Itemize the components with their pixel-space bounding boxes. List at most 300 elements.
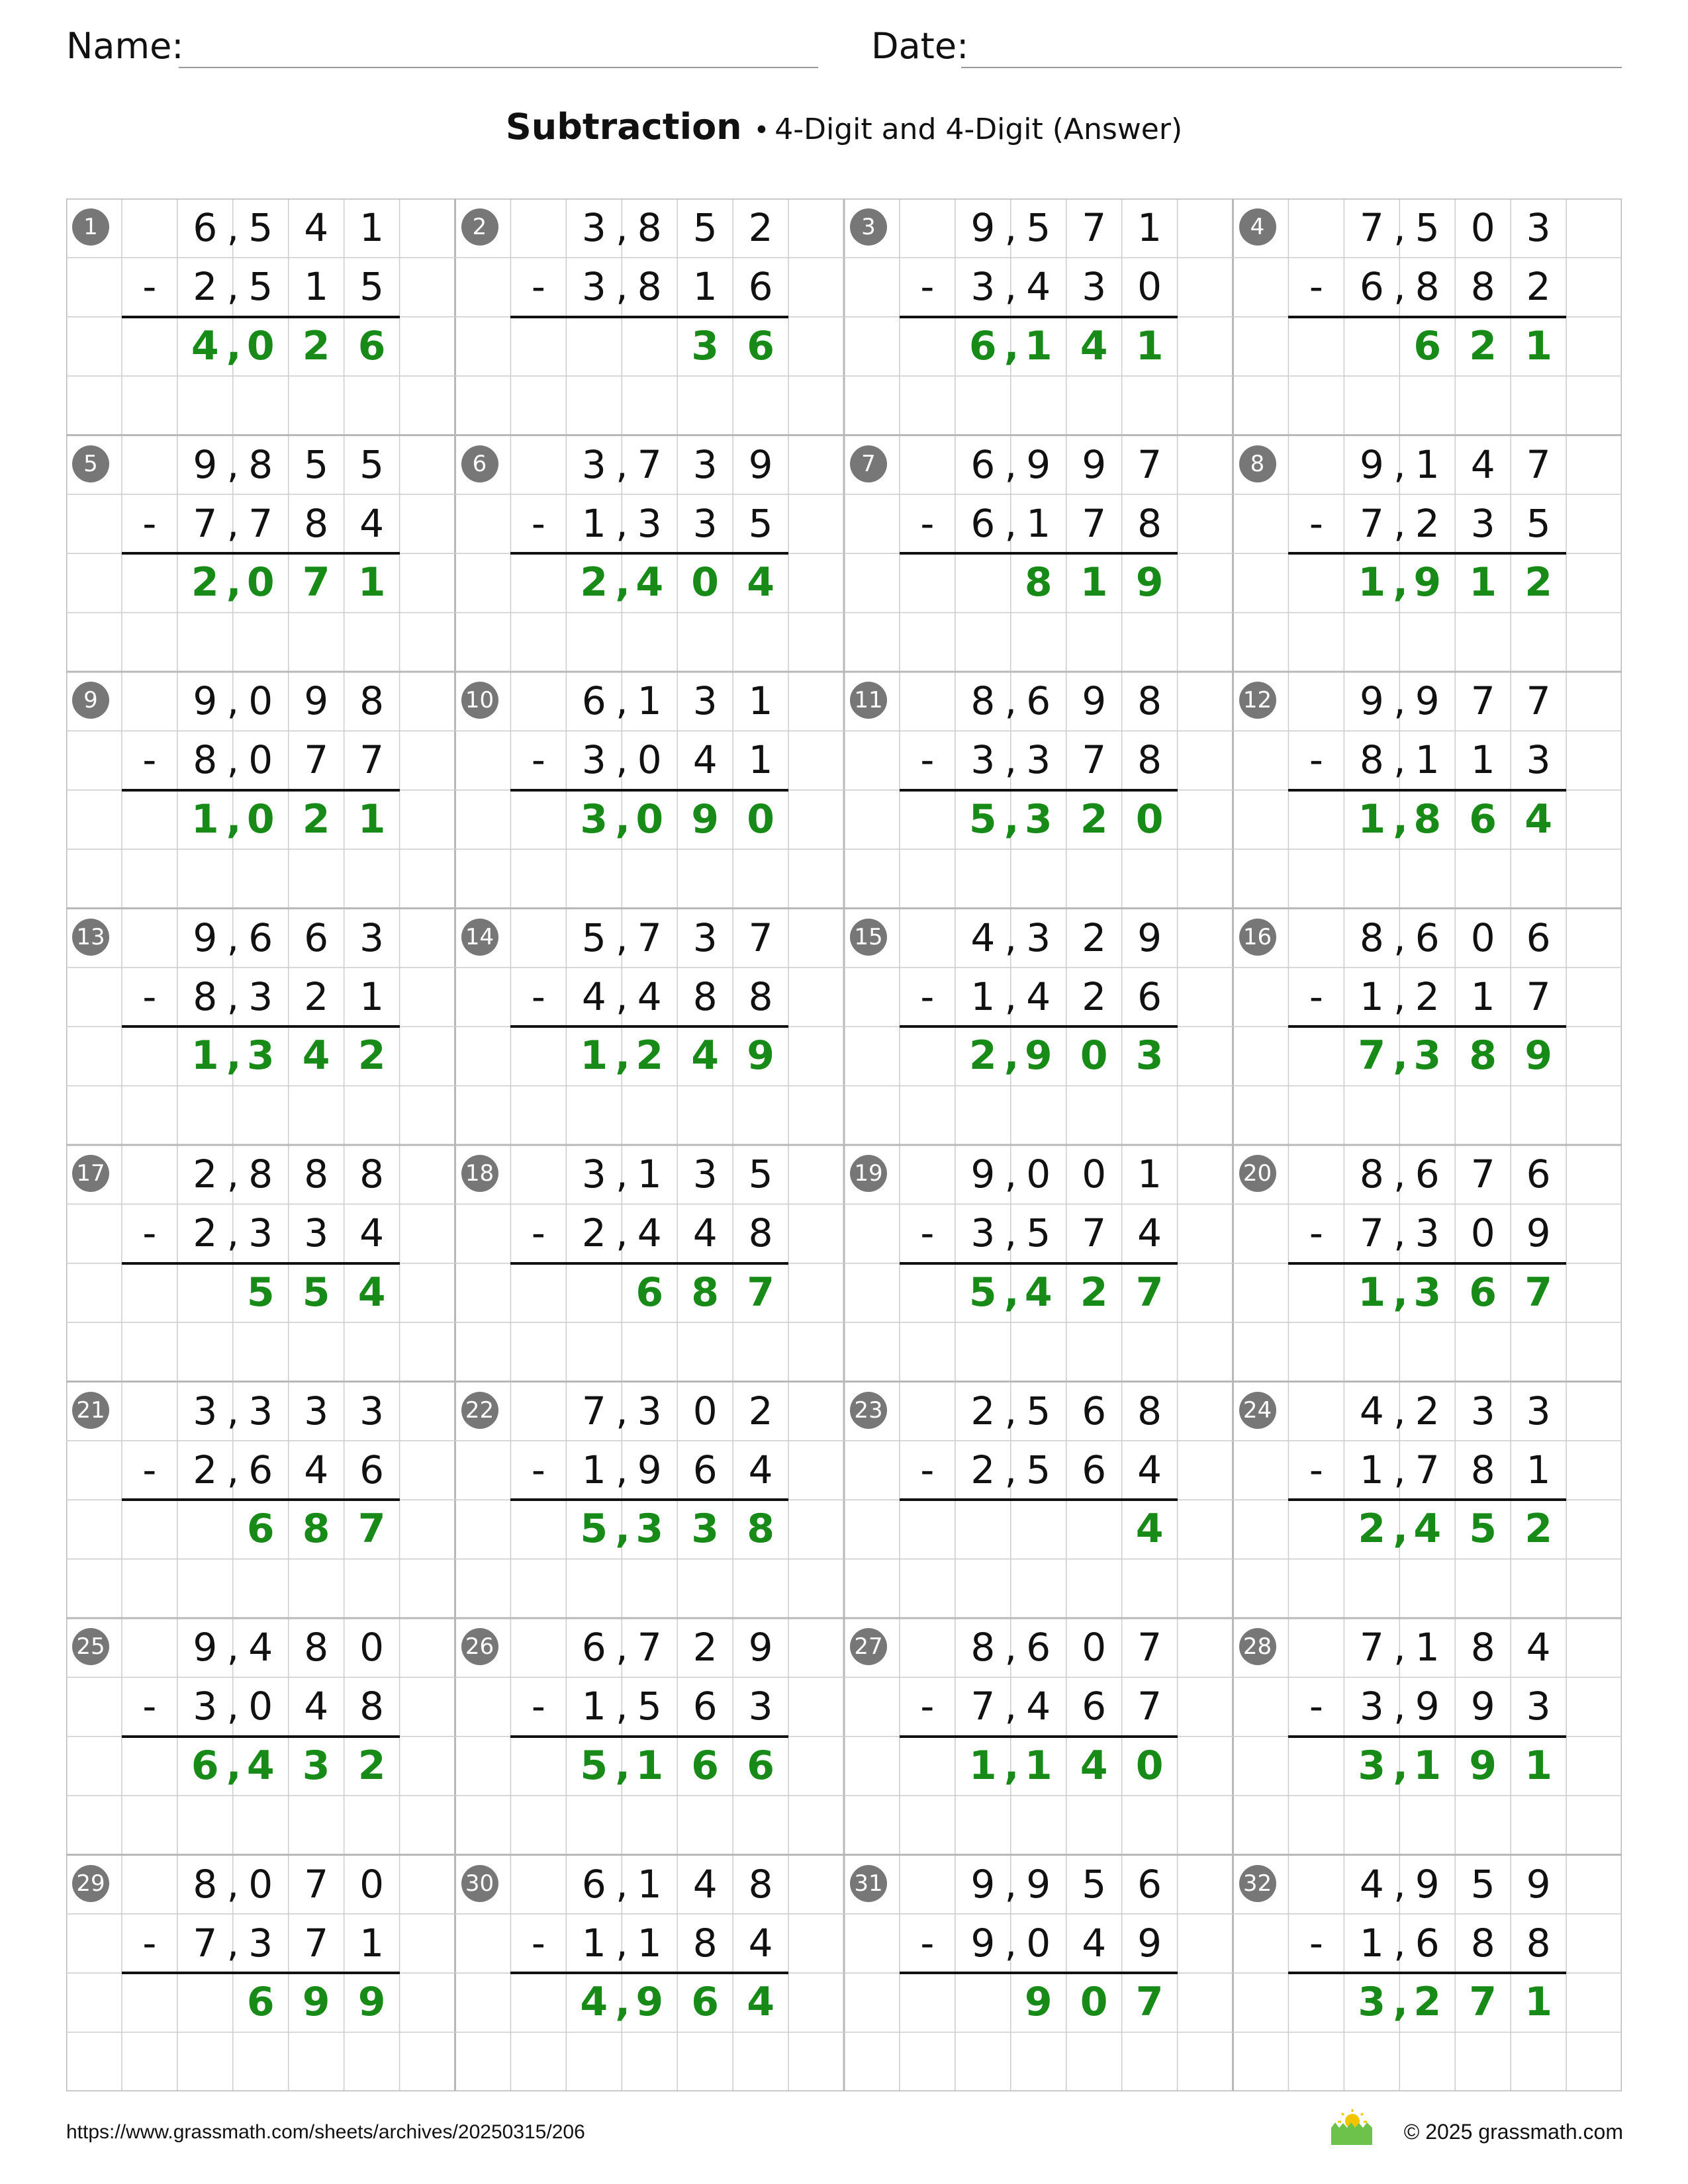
answer-digit: 9: [1024, 1032, 1053, 1079]
answer-digit: 9: [1524, 1032, 1552, 1079]
answer-digit: 4: [635, 559, 664, 606]
problem-number-badge: 10: [461, 682, 498, 719]
minuend-row: [66, 1855, 455, 1914]
subtrahend-comma: ,: [1004, 1210, 1017, 1256]
answer-row: [455, 1737, 845, 1796]
subtrahend-digit: 7: [1137, 1684, 1162, 1729]
date-line[interactable]: [961, 67, 1622, 68]
problem-number-badge: 31: [850, 1865, 887, 1902]
subtrahend-digit: 1: [1359, 1920, 1384, 1966]
minuend-comma: ,: [616, 915, 628, 960]
subtrahend-comma: ,: [616, 1447, 628, 1492]
answer-digit: 0: [246, 322, 275, 369]
minuend-digit: 8: [637, 205, 662, 250]
subtrahend-digit: 8: [1137, 737, 1162, 783]
subtrahend-digit: 3: [1526, 737, 1551, 783]
problem-number-badge: 23: [850, 1392, 887, 1429]
minuend-row: [455, 1618, 845, 1677]
subtrahend-digit: 8: [193, 737, 218, 783]
minuend-digit: 2: [1082, 915, 1107, 960]
minuend-digit: 6: [970, 441, 996, 487]
minuend-digit: 2: [970, 1388, 996, 1433]
minuend-digit: 3: [581, 205, 606, 250]
minuend-digit: 2: [748, 1388, 773, 1433]
subtrahend-digit: 3: [248, 974, 273, 1019]
minuend-digit: 8: [248, 1152, 273, 1197]
subtrahend-row: [66, 1677, 455, 1736]
answer-comma: ,: [1393, 1269, 1409, 1316]
minuend-digit: 4: [970, 915, 996, 960]
minuend-digit: 6: [581, 678, 606, 723]
minuend-digit: 0: [1082, 1152, 1107, 1197]
problem-number-badge: 28: [1239, 1628, 1276, 1665]
minus-sign: -: [142, 1920, 157, 1966]
minuend-digit: 1: [1415, 441, 1440, 487]
minuend-digit: 3: [637, 1388, 662, 1433]
minuend-row: [66, 199, 455, 257]
minuend-digit: 5: [1470, 1861, 1495, 1907]
answer-comma: ,: [1393, 796, 1409, 842]
subtrahend-digit: 6: [692, 1447, 718, 1492]
answer-digit: 7: [302, 559, 330, 606]
minuend-row: [66, 1145, 455, 1204]
minus-sign: -: [142, 737, 157, 783]
answer-digit: 3: [1358, 1742, 1386, 1789]
subtrahend-digit: 3: [1026, 737, 1051, 783]
minus-sign: -: [920, 1210, 935, 1256]
minuend-row: [844, 1618, 1233, 1677]
minuend-digit: 1: [1137, 1152, 1162, 1197]
answer-digit: 3: [1135, 1032, 1164, 1079]
subtrahend-digit: 5: [1026, 1447, 1051, 1492]
subtrahend-digit: 4: [692, 737, 718, 783]
minuend-comma: ,: [1393, 441, 1406, 487]
answer-digit: 0: [747, 796, 774, 842]
minuend-digit: 5: [1026, 1388, 1051, 1433]
minuend-digit: 7: [637, 915, 662, 960]
subtrahend-digit: 8: [748, 974, 773, 1019]
answer-digit: 6: [191, 1742, 219, 1789]
answer-digit: 1: [1524, 1979, 1552, 2026]
subtrahend-digit: 4: [359, 500, 385, 546]
answer-digit: 0: [691, 559, 720, 606]
problem-31: [844, 1855, 1233, 2092]
answer-digit: 9: [635, 1979, 664, 2026]
minus-sign: -: [920, 500, 935, 546]
minuend-row: [844, 1382, 1233, 1441]
problem-25: [66, 1618, 455, 1855]
answer-digit: 1: [357, 559, 386, 606]
minuend-digit: 3: [692, 915, 718, 960]
minuend-row: [1233, 1145, 1622, 1204]
answer-digit: 1: [580, 1032, 608, 1079]
minuend-digit: 0: [248, 678, 273, 723]
answer-digit: 4: [1135, 1506, 1164, 1553]
minuend-comma: ,: [1393, 1152, 1406, 1197]
subtrahend-digit: 5: [248, 264, 273, 310]
problem-11: [844, 672, 1233, 909]
answer-comma: ,: [226, 322, 242, 369]
answer-digit: 3: [691, 322, 720, 369]
answer-digit: 1: [1024, 1742, 1053, 1789]
answer-digit: 1: [191, 796, 219, 842]
answer-row: [66, 1263, 455, 1322]
minuend-digit: 5: [581, 915, 606, 960]
answer-digit: 2: [302, 322, 330, 369]
minuend-comma: ,: [1004, 205, 1017, 250]
subtrahend-comma: ,: [1393, 264, 1406, 310]
subtrahend-digit: 6: [970, 500, 996, 546]
answer-digit: 7: [1469, 1979, 1497, 2026]
subtrahend-digit: 1: [581, 1684, 606, 1729]
minuend-row: [455, 672, 845, 731]
answer-digit: 8: [1413, 796, 1442, 842]
subtrahend-row: [455, 494, 845, 553]
answer-digit: 7: [1524, 1269, 1552, 1316]
subtrahend-comma: ,: [226, 264, 239, 310]
answer-digit: 4: [1524, 796, 1552, 842]
minuend-digit: 1: [637, 678, 662, 723]
minuend-digit: 6: [581, 1861, 606, 1907]
minuend-digit: 8: [970, 1625, 996, 1670]
minuend-digit: 6: [1026, 1625, 1051, 1670]
subtrahend-comma: ,: [616, 264, 628, 310]
minuend-digit: 7: [581, 1388, 606, 1433]
subtrahend-comma: ,: [1393, 974, 1406, 1019]
answer-row: [1233, 1026, 1622, 1085]
answer-row: [66, 317, 455, 376]
minuend-comma: ,: [226, 1861, 239, 1907]
minuend-row: [1233, 1855, 1622, 1914]
answer-digit: 6: [691, 1979, 720, 2026]
subtrahend-comma: ,: [226, 1447, 239, 1492]
subtrahend-digit: 3: [248, 1210, 273, 1256]
minuend-row: [455, 435, 845, 494]
problem-number-badge: 11: [850, 682, 887, 719]
minuend-digit: 5: [692, 205, 718, 250]
minuend-digit: 8: [359, 1152, 385, 1197]
subtrahend-row: [1233, 731, 1622, 790]
problem-15: [844, 909, 1233, 1146]
minuend-digit: 7: [1082, 205, 1107, 250]
minuend-digit: 9: [748, 1625, 773, 1670]
minuend-comma: ,: [226, 205, 239, 250]
answer-comma: ,: [615, 559, 631, 606]
problem-3: [844, 199, 1233, 435]
minuend-digit: 6: [1415, 1152, 1440, 1197]
subtrahend-digit: 3: [304, 1210, 329, 1256]
minus-sign: -: [142, 1210, 157, 1256]
answer-digit: 5: [968, 1269, 997, 1316]
answer-row: [1233, 1263, 1622, 1322]
subtrahend-row: [455, 1677, 845, 1736]
answer-digit: 7: [357, 1506, 386, 1553]
minuend-digit: 9: [970, 205, 996, 250]
subtrahend-digit: 3: [248, 1920, 273, 1966]
subtrahend-digit: 9: [970, 1920, 996, 1966]
minuend-digit: 6: [304, 915, 329, 960]
minuend-comma: ,: [1004, 1625, 1017, 1670]
minuend-digit: 3: [1526, 205, 1551, 250]
answer-digit: 5: [580, 1742, 608, 1789]
minuend-comma: ,: [1004, 441, 1017, 487]
answer-digit: 4: [357, 1269, 386, 1316]
minuend-row: [455, 909, 845, 968]
subtrahend-row: [66, 1914, 455, 1973]
answer-digit: 9: [357, 1979, 386, 2026]
subtrahend-row: [455, 1204, 845, 1263]
answer-digit: 5: [246, 1269, 275, 1316]
subtrahend-digit: 8: [304, 500, 329, 546]
minuend-digit: 7: [1526, 441, 1551, 487]
answer-row: [1233, 317, 1622, 376]
minuend-row: [1233, 435, 1622, 494]
subtrahend-row: [844, 1914, 1233, 1973]
subtrahend-comma: ,: [616, 737, 628, 783]
minuend-digit: 9: [193, 915, 218, 960]
answer-digit: 3: [1024, 796, 1053, 842]
subtrahend-digit: 2: [1082, 974, 1107, 1019]
minuend-digit: 3: [248, 1388, 273, 1433]
answer-digit: 0: [1135, 796, 1164, 842]
answer-comma: ,: [615, 1742, 631, 1789]
answer-digit: 5: [968, 796, 997, 842]
answer-digit: 8: [747, 1506, 774, 1553]
subtrahend-comma: ,: [1004, 1920, 1017, 1966]
subtrahend-digit: 4: [359, 1210, 385, 1256]
problem-number-badge: 26: [461, 1628, 498, 1665]
answer-digit: 9: [691, 796, 720, 842]
subtrahend-digit: 7: [1082, 500, 1107, 546]
answer-digit: 2: [357, 1742, 386, 1789]
subtrahend-digit: 7: [304, 1920, 329, 1966]
minuend-digit: 0: [248, 1861, 273, 1907]
answer-digit: 1: [1358, 796, 1386, 842]
minuend-row: [1233, 1618, 1622, 1677]
subtrahend-digit: 0: [637, 737, 662, 783]
subtrahend-digit: 2: [1526, 264, 1551, 310]
answer-row: [844, 1737, 1233, 1796]
answer-digit: 3: [302, 1742, 330, 1789]
minuend-digit: 1: [1415, 1625, 1440, 1670]
minus-sign: -: [531, 1684, 545, 1729]
minuend-digit: 4: [1359, 1388, 1384, 1433]
minuend-row: [455, 1382, 845, 1441]
answer-digit: 4: [747, 1979, 774, 2026]
subtrahend-digit: 8: [692, 1920, 718, 1966]
answer-row: [455, 1263, 845, 1322]
minuend-row: [66, 909, 455, 968]
answer-digit: 7: [747, 1269, 774, 1316]
problem-number-badge: 19: [850, 1155, 887, 1192]
answer-digit: 2: [1413, 1979, 1442, 2026]
problem-1: [66, 199, 455, 435]
minuend-digit: 7: [1137, 1625, 1162, 1670]
name-label: Name:: [66, 25, 184, 67]
worksheet-grid: [66, 199, 1622, 2091]
minuend-digit: 1: [1137, 205, 1162, 250]
minuend-comma: ,: [226, 441, 239, 487]
problem-24: [1233, 1382, 1622, 1619]
subtrahend-comma: ,: [616, 1210, 628, 1256]
minuend-comma: ,: [1004, 1388, 1017, 1433]
minuend-digit: 1: [637, 1152, 662, 1197]
answer-digit: 5: [580, 1506, 608, 1553]
answer-row: [1233, 1737, 1622, 1796]
answer-digit: 2: [302, 796, 330, 842]
problem-32: [1233, 1855, 1622, 2092]
subtrahend-digit: 0: [1026, 1920, 1051, 1966]
subtrahend-comma: ,: [226, 1210, 239, 1256]
minuend-digit: 3: [692, 1152, 718, 1197]
problem-number-badge: 7: [850, 445, 887, 482]
minuend-digit: 0: [1082, 1625, 1107, 1670]
answer-digit: 2: [580, 559, 608, 606]
problem-5: [66, 435, 455, 672]
subtrahend-digit: 6: [1082, 1684, 1107, 1729]
subtrahend-digit: 6: [1359, 264, 1384, 310]
minuend-digit: 8: [304, 1152, 329, 1197]
problem-21: [66, 1382, 455, 1619]
minuend-digit: 9: [1359, 441, 1384, 487]
minuend-digit: 5: [1415, 205, 1440, 250]
answer-digit: 3: [580, 796, 608, 842]
answer-row: [844, 553, 1233, 612]
problem-number-badge: 29: [72, 1865, 109, 1902]
subtrahend-row: [66, 494, 455, 553]
minuend-comma: ,: [1004, 1152, 1017, 1197]
answer-row: [1233, 553, 1622, 612]
subtrahend-row: [844, 968, 1233, 1026]
answer-comma: ,: [615, 1979, 631, 2026]
problem-number-badge: 17: [72, 1155, 109, 1192]
problem-number-badge: 25: [72, 1628, 109, 1665]
subtrahend-digit: 4: [1137, 1210, 1162, 1256]
subtrahend-digit: 4: [304, 1684, 329, 1729]
subtrahend-digit: 8: [1526, 1920, 1551, 1966]
minuend-row: [1233, 1382, 1622, 1441]
minuend-comma: ,: [616, 1388, 628, 1433]
subtrahend-digit: 8: [637, 264, 662, 310]
answer-digit: 1: [1358, 1269, 1386, 1316]
answer-row: [844, 1500, 1233, 1559]
grass-sun-logo-icon: [1327, 2108, 1374, 2148]
subtrahend-row: [1233, 494, 1622, 553]
answer-digit: 6: [1469, 1269, 1497, 1316]
minuend-digit: 3: [581, 441, 606, 487]
answer-digit: 1: [1358, 559, 1386, 606]
subtrahend-digit: 2: [193, 1447, 218, 1492]
problem-27: [844, 1618, 1233, 1855]
minus-sign: -: [142, 500, 157, 546]
problem-number-badge: 6: [461, 445, 498, 482]
subtrahend-digit: 2: [581, 1210, 606, 1256]
minuend-digit: 4: [248, 1625, 273, 1670]
minuend-digit: 8: [1470, 1625, 1495, 1670]
subtrahend-row: [1233, 1204, 1622, 1263]
answer-digit: 1: [357, 796, 386, 842]
minuend-digit: 6: [1137, 1861, 1162, 1907]
subtrahend-comma: ,: [1393, 1684, 1406, 1729]
subtrahend-digit: 4: [1137, 1447, 1162, 1492]
answer-row: [844, 1263, 1233, 1322]
subtrahend-digit: 7: [304, 737, 329, 783]
answer-digit: 6: [1469, 796, 1497, 842]
answer-row: [455, 1026, 845, 1085]
subtrahend-comma: ,: [226, 500, 239, 546]
minuend-digit: 8: [1359, 1152, 1384, 1197]
answer-digit: 2: [191, 559, 219, 606]
minuend-digit: 9: [1415, 1861, 1440, 1907]
problem-7: [844, 435, 1233, 672]
subtrahend-digit: 4: [1026, 974, 1051, 1019]
minuend-digit: 5: [304, 441, 329, 487]
subtrahend-digit: 0: [1137, 264, 1162, 310]
answer-row: [1233, 790, 1622, 849]
answer-digit: 1: [968, 1742, 997, 1789]
minuend-digit: 8: [359, 678, 385, 723]
minuend-digit: 7: [1359, 1625, 1384, 1670]
problem-number-badge: 22: [461, 1392, 498, 1429]
minuend-digit: 2: [1415, 1388, 1440, 1433]
subtrahend-digit: 7: [1526, 974, 1551, 1019]
subtrahend-digit: 1: [692, 264, 718, 310]
subtrahend-digit: 1: [1470, 737, 1495, 783]
answer-digit: 3: [1413, 1269, 1442, 1316]
subtrahend-row: [66, 968, 455, 1026]
problem-number-badge: 2: [461, 208, 498, 246]
minuend-row: [455, 1855, 845, 1914]
subtrahend-digit: 7: [248, 500, 273, 546]
answer-digit: 6: [691, 1742, 720, 1789]
answer-row: [455, 790, 845, 849]
answer-comma: ,: [615, 1506, 631, 1553]
answer-digit: 9: [747, 1032, 774, 1079]
minuend-digit: 9: [193, 1625, 218, 1670]
problem-number-badge: 1: [72, 208, 109, 246]
answer-digit: 2: [357, 1032, 386, 1079]
minuend-digit: 9: [970, 1861, 996, 1907]
minus-sign: -: [920, 1447, 935, 1492]
minuend-comma: ,: [226, 1388, 239, 1433]
minuend-row: [844, 1145, 1233, 1204]
answer-comma: ,: [1393, 1979, 1409, 2026]
problem-number-badge: 13: [72, 919, 109, 956]
answer-digit: 2: [1358, 1506, 1386, 1553]
answer-digit: 1: [1080, 559, 1108, 606]
problem-number-badge: 16: [1239, 919, 1276, 956]
answer-digit: 5: [1469, 1506, 1497, 1553]
subtrahend-comma: ,: [616, 974, 628, 1019]
minuend-digit: 6: [248, 915, 273, 960]
subtrahend-digit: 6: [1137, 974, 1162, 1019]
name-line[interactable]: [179, 67, 818, 68]
minuend-digit: 3: [304, 1388, 329, 1433]
subtrahend-digit: 4: [637, 1210, 662, 1256]
subtrahend-digit: 3: [1082, 264, 1107, 310]
minuend-comma: ,: [226, 678, 239, 723]
subtrahend-row: [1233, 968, 1622, 1026]
subtrahend-digit: 5: [748, 500, 773, 546]
subtrahend-digit: 9: [1470, 1684, 1495, 1729]
minus-sign: -: [920, 974, 935, 1019]
minus-sign: -: [531, 1920, 545, 1966]
subtrahend-digit: 5: [637, 1684, 662, 1729]
minuend-digit: 4: [1359, 1861, 1384, 1907]
answer-row: [455, 553, 845, 612]
subtrahend-digit: 3: [970, 1210, 996, 1256]
subtrahend-row: [455, 1914, 845, 1973]
